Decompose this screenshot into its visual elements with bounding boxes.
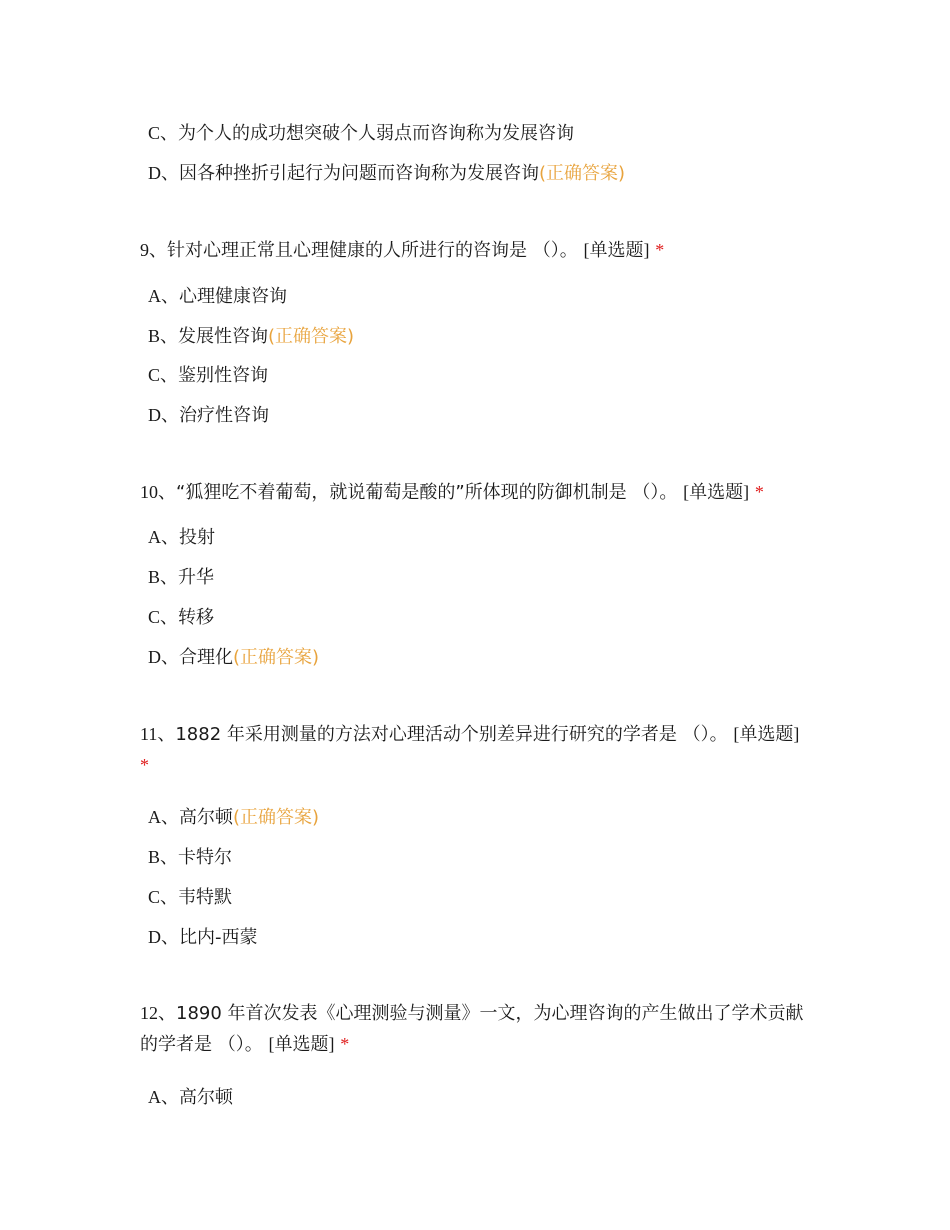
option-text: 高尔顿	[179, 807, 233, 828]
option-letter: B、	[148, 326, 179, 346]
option-c	[148, 121, 574, 146]
option-letter: D、	[148, 927, 179, 947]
option-text: 卡特尔	[178, 847, 233, 868]
option-letter: D、	[148, 647, 179, 667]
correct-answer-label: (正确答案)	[539, 163, 626, 184]
option-letter: B、	[148, 847, 179, 867]
option-a	[148, 284, 287, 309]
option-letter: A、	[148, 527, 179, 547]
option-d	[148, 925, 258, 950]
option-text: 鉴别性咨询	[178, 365, 269, 386]
question-9	[140, 235, 808, 266]
option-letter: C、	[148, 365, 179, 385]
option-letter: D、	[148, 405, 179, 425]
option-b	[148, 324, 354, 349]
option-text: 比内-西蒙	[179, 927, 258, 948]
question-text: 针对心理正常且心理健康的人所进行的咨询是 （）。	[167, 240, 578, 261]
option-text: 心理健康咨询	[179, 286, 287, 307]
option-d	[148, 403, 269, 428]
option-text: 高尔顿	[179, 1087, 233, 1108]
option-a	[148, 525, 215, 550]
option-b	[148, 565, 214, 590]
option-text: 升华	[178, 567, 215, 588]
option-text: 投射	[179, 527, 215, 548]
option-a	[148, 1085, 233, 1110]
question-type: [单选题]	[733, 724, 800, 744]
option-text: 为个人的成功想突破个人弱点而咨询称为发展咨询	[178, 123, 575, 144]
question-text: “狐狸吃不着葡萄，就说葡萄是酸的”所体现的防御机制是 （）。	[176, 482, 678, 503]
option-letter: C、	[148, 887, 179, 907]
question-type: [单选题]	[268, 1034, 335, 1054]
option-b	[148, 845, 232, 870]
option-c	[148, 363, 268, 388]
correct-answer-label: (正确答案)	[268, 326, 355, 347]
required-mark: *	[655, 240, 665, 260]
question-text: 1890 年首次发表《心理测验与测量》一文，为心理咨询的产生做出了学术贡献的学者是 （）。	[140, 1003, 804, 1055]
option-letter: C、	[148, 123, 179, 143]
required-mark: *	[140, 755, 149, 775]
question-12	[140, 998, 808, 1060]
required-mark: *	[754, 482, 764, 502]
correct-answer-label: (正确答案)	[233, 647, 320, 668]
option-letter: A、	[148, 807, 179, 827]
option-c	[148, 605, 214, 630]
option-a	[148, 805, 319, 830]
option-letter: D、	[148, 163, 179, 183]
option-text: 合理化	[179, 647, 233, 668]
required-mark: *	[340, 1034, 350, 1054]
question-number: 11、	[140, 724, 176, 744]
option-text: 治疗性咨询	[179, 405, 269, 426]
question-number: 10、	[140, 482, 176, 502]
option-d	[148, 645, 319, 670]
option-text: 韦特默	[178, 887, 233, 908]
option-text: 转移	[178, 607, 215, 628]
option-text: 发展性咨询	[178, 326, 269, 347]
question-type: [单选题]	[583, 240, 650, 260]
option-letter: A、	[148, 1087, 179, 1107]
question-number: 12、	[140, 1003, 176, 1023]
option-text: 因各种挫折引起行为问题而咨询称为发展咨询	[179, 163, 539, 184]
correct-answer-label: (正确答案)	[233, 807, 320, 828]
question-number: 9、	[140, 240, 167, 260]
question-11	[140, 719, 808, 781]
question-text: 1882 年采用测量的方法对心理活动个别差异进行研究的学者是 （）。	[175, 724, 728, 745]
option-letter: B、	[148, 567, 179, 587]
option-letter: A、	[148, 286, 179, 306]
option-d	[148, 161, 625, 186]
option-c	[148, 885, 232, 910]
question-10	[140, 477, 808, 508]
option-letter: C、	[148, 607, 179, 627]
question-type: [单选题]	[683, 482, 750, 502]
